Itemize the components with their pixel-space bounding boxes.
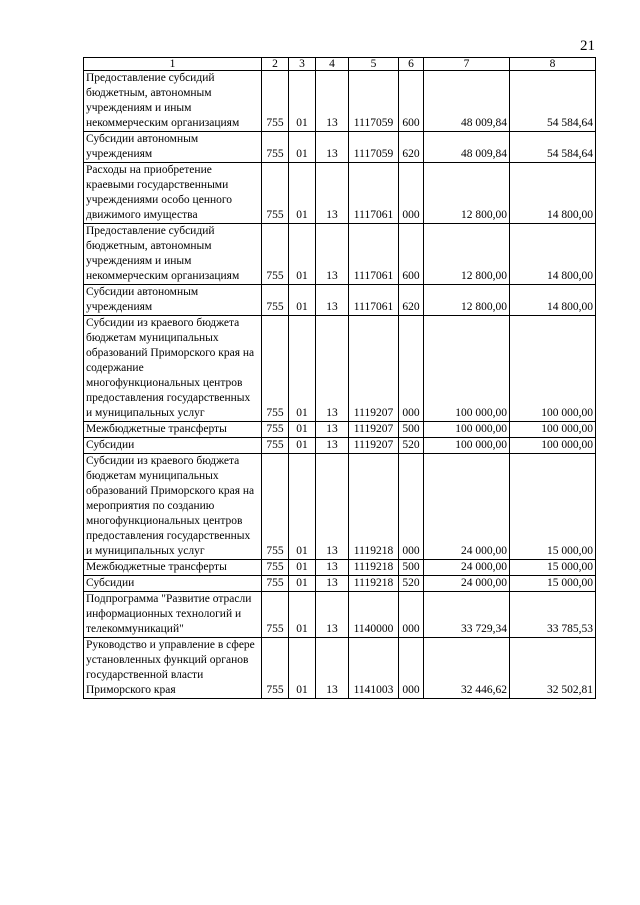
- header-cell: 4: [316, 58, 349, 71]
- cell-c3: 01: [289, 454, 316, 560]
- cell-c7: 12 800,00: [424, 163, 510, 224]
- cell-c5: 1119218: [349, 454, 399, 560]
- cell-name: Руководство и управление в сфере установленных функций органов государственной власти Приморского края: [84, 638, 262, 699]
- cell-c8: 14 800,00: [510, 224, 596, 285]
- table-row: [84, 438, 596, 454]
- cell-c3: 01: [289, 316, 316, 422]
- cell-c2: 755: [262, 285, 289, 316]
- cell-c7: 100 000,00: [424, 316, 510, 422]
- cell-c8: 14 800,00: [510, 285, 596, 316]
- cell-c3: 01: [289, 560, 316, 576]
- cell-c4: 13: [316, 132, 349, 163]
- table-row: [84, 163, 596, 224]
- cell-c3: 01: [289, 638, 316, 699]
- table-row: [84, 422, 596, 438]
- cell-c2: 755: [262, 560, 289, 576]
- cell-c5: 1119218: [349, 560, 399, 576]
- header-cell: 6: [399, 58, 424, 71]
- cell-c4: 13: [316, 592, 349, 638]
- cell-c5: 1141003: [349, 638, 399, 699]
- cell-c8: 15 000,00: [510, 560, 596, 576]
- cell-c8: 100 000,00: [510, 316, 596, 422]
- cell-name: Субсидии: [84, 576, 262, 592]
- cell-c4: 13: [316, 163, 349, 224]
- cell-c2: 755: [262, 438, 289, 454]
- cell-name: Предоставление субсидий бюджетным, автономным учреждениям и иным некоммерческим организациям: [84, 71, 262, 132]
- cell-c2: 755: [262, 422, 289, 438]
- cell-c3: 01: [289, 438, 316, 454]
- cell-c4: 13: [316, 454, 349, 560]
- cell-c5: 1117061: [349, 285, 399, 316]
- cell-name: Субсидии из краевого бюджета бюджетам муниципальных образований Приморского края на мероприятия по созданию многофункциональных центров предоставления государственных и муниципальных услуг: [84, 454, 262, 560]
- cell-c2: 755: [262, 638, 289, 699]
- cell-c5: 1117061: [349, 163, 399, 224]
- table-row: [84, 71, 596, 132]
- header-cell: 2: [262, 58, 289, 71]
- cell-c3: 01: [289, 163, 316, 224]
- cell-c8: 15 000,00: [510, 576, 596, 592]
- table-row: [84, 592, 596, 638]
- cell-c7: 24 000,00: [424, 454, 510, 560]
- cell-c6: 000: [399, 163, 424, 224]
- cell-c6: 600: [399, 71, 424, 132]
- cell-name: Расходы на приобретение краевыми государственными учреждениями особо ценного движимого имущества: [84, 163, 262, 224]
- cell-c7: 24 000,00: [424, 560, 510, 576]
- cell-name: Предоставление субсидий бюджетным, автономным учреждениям и иным некоммерческим организациям: [84, 224, 262, 285]
- cell-c5: 1117059: [349, 132, 399, 163]
- cell-c2: 755: [262, 454, 289, 560]
- cell-c6: 600: [399, 224, 424, 285]
- cell-c4: 13: [316, 576, 349, 592]
- cell-c8: 14 800,00: [510, 163, 596, 224]
- cell-c3: 01: [289, 132, 316, 163]
- cell-c7: 12 800,00: [424, 285, 510, 316]
- cell-c2: 755: [262, 224, 289, 285]
- cell-c7: 12 800,00: [424, 224, 510, 285]
- cell-c3: 01: [289, 285, 316, 316]
- header-cell: 5: [349, 58, 399, 71]
- cell-c2: 755: [262, 71, 289, 132]
- table-row: [84, 560, 596, 576]
- header-cell: 7: [424, 58, 510, 71]
- cell-c8: 54 584,64: [510, 71, 596, 132]
- cell-c6: 620: [399, 132, 424, 163]
- cell-c7: 48 009,84: [424, 71, 510, 132]
- cell-c3: 01: [289, 422, 316, 438]
- cell-c6: 520: [399, 438, 424, 454]
- cell-c6: 000: [399, 638, 424, 699]
- cell-c7: 100 000,00: [424, 422, 510, 438]
- cell-c3: 01: [289, 592, 316, 638]
- cell-c5: 1119207: [349, 438, 399, 454]
- cell-c4: 13: [316, 438, 349, 454]
- cell-c2: 755: [262, 132, 289, 163]
- cell-c7: 33 729,34: [424, 592, 510, 638]
- header-cell: 8: [510, 58, 596, 71]
- cell-name: Межбюджетные трансферты: [84, 560, 262, 576]
- cell-c6: 000: [399, 454, 424, 560]
- cell-c5: 1117061: [349, 224, 399, 285]
- cell-name: Подпрограмма "Развитие отрасли информационных технологий и телекоммуникаций": [84, 592, 262, 638]
- cell-c8: 33 785,53: [510, 592, 596, 638]
- cell-c3: 01: [289, 71, 316, 132]
- cell-name: Субсидии автономным учреждениям: [84, 132, 262, 163]
- cell-c6: 000: [399, 592, 424, 638]
- cell-c5: 1117059: [349, 71, 399, 132]
- table-row: [84, 316, 596, 422]
- budget-table: [83, 57, 596, 699]
- cell-c6: 000: [399, 316, 424, 422]
- table-row: [84, 285, 596, 316]
- cell-c4: 13: [316, 316, 349, 422]
- cell-name: Субсидии автономным учреждениям: [84, 285, 262, 316]
- cell-c7: 100 000,00: [424, 438, 510, 454]
- cell-c4: 13: [316, 638, 349, 699]
- page-number: 21: [580, 38, 595, 54]
- cell-c4: 13: [316, 71, 349, 132]
- cell-c3: 01: [289, 224, 316, 285]
- cell-c6: 620: [399, 285, 424, 316]
- cell-c2: 755: [262, 163, 289, 224]
- cell-c8: 100 000,00: [510, 422, 596, 438]
- cell-c8: 54 584,64: [510, 132, 596, 163]
- table-row: [84, 638, 596, 699]
- cell-c7: 32 446,62: [424, 638, 510, 699]
- cell-name: Субсидии: [84, 438, 262, 454]
- cell-c8: 100 000,00: [510, 438, 596, 454]
- cell-c8: 32 502,81: [510, 638, 596, 699]
- cell-c3: 01: [289, 576, 316, 592]
- cell-c4: 13: [316, 224, 349, 285]
- cell-c6: 520: [399, 576, 424, 592]
- table-header-row: [84, 58, 596, 71]
- table-row: [84, 224, 596, 285]
- cell-c5: 1119207: [349, 316, 399, 422]
- table-row: [84, 576, 596, 592]
- cell-c2: 755: [262, 592, 289, 638]
- cell-c5: 1119207: [349, 422, 399, 438]
- cell-c7: 48 009,84: [424, 132, 510, 163]
- cell-c2: 755: [262, 316, 289, 422]
- header-cell: 3: [289, 58, 316, 71]
- cell-name: Субсидии из краевого бюджета бюджетам муниципальных образований Приморского края на содержание многофункциональных центров предоставления государственных и муниципальных услуг: [84, 316, 262, 422]
- cell-c4: 13: [316, 560, 349, 576]
- cell-c6: 500: [399, 422, 424, 438]
- cell-c5: 1119218: [349, 576, 399, 592]
- header-cell: 1: [84, 58, 262, 71]
- cell-name: Межбюджетные трансферты: [84, 422, 262, 438]
- cell-c7: 24 000,00: [424, 576, 510, 592]
- table-row: [84, 132, 596, 163]
- cell-c4: 13: [316, 422, 349, 438]
- cell-c8: 15 000,00: [510, 454, 596, 560]
- cell-c4: 13: [316, 285, 349, 316]
- table-row: [84, 454, 596, 560]
- cell-c6: 500: [399, 560, 424, 576]
- cell-c2: 755: [262, 576, 289, 592]
- cell-c5: 1140000: [349, 592, 399, 638]
